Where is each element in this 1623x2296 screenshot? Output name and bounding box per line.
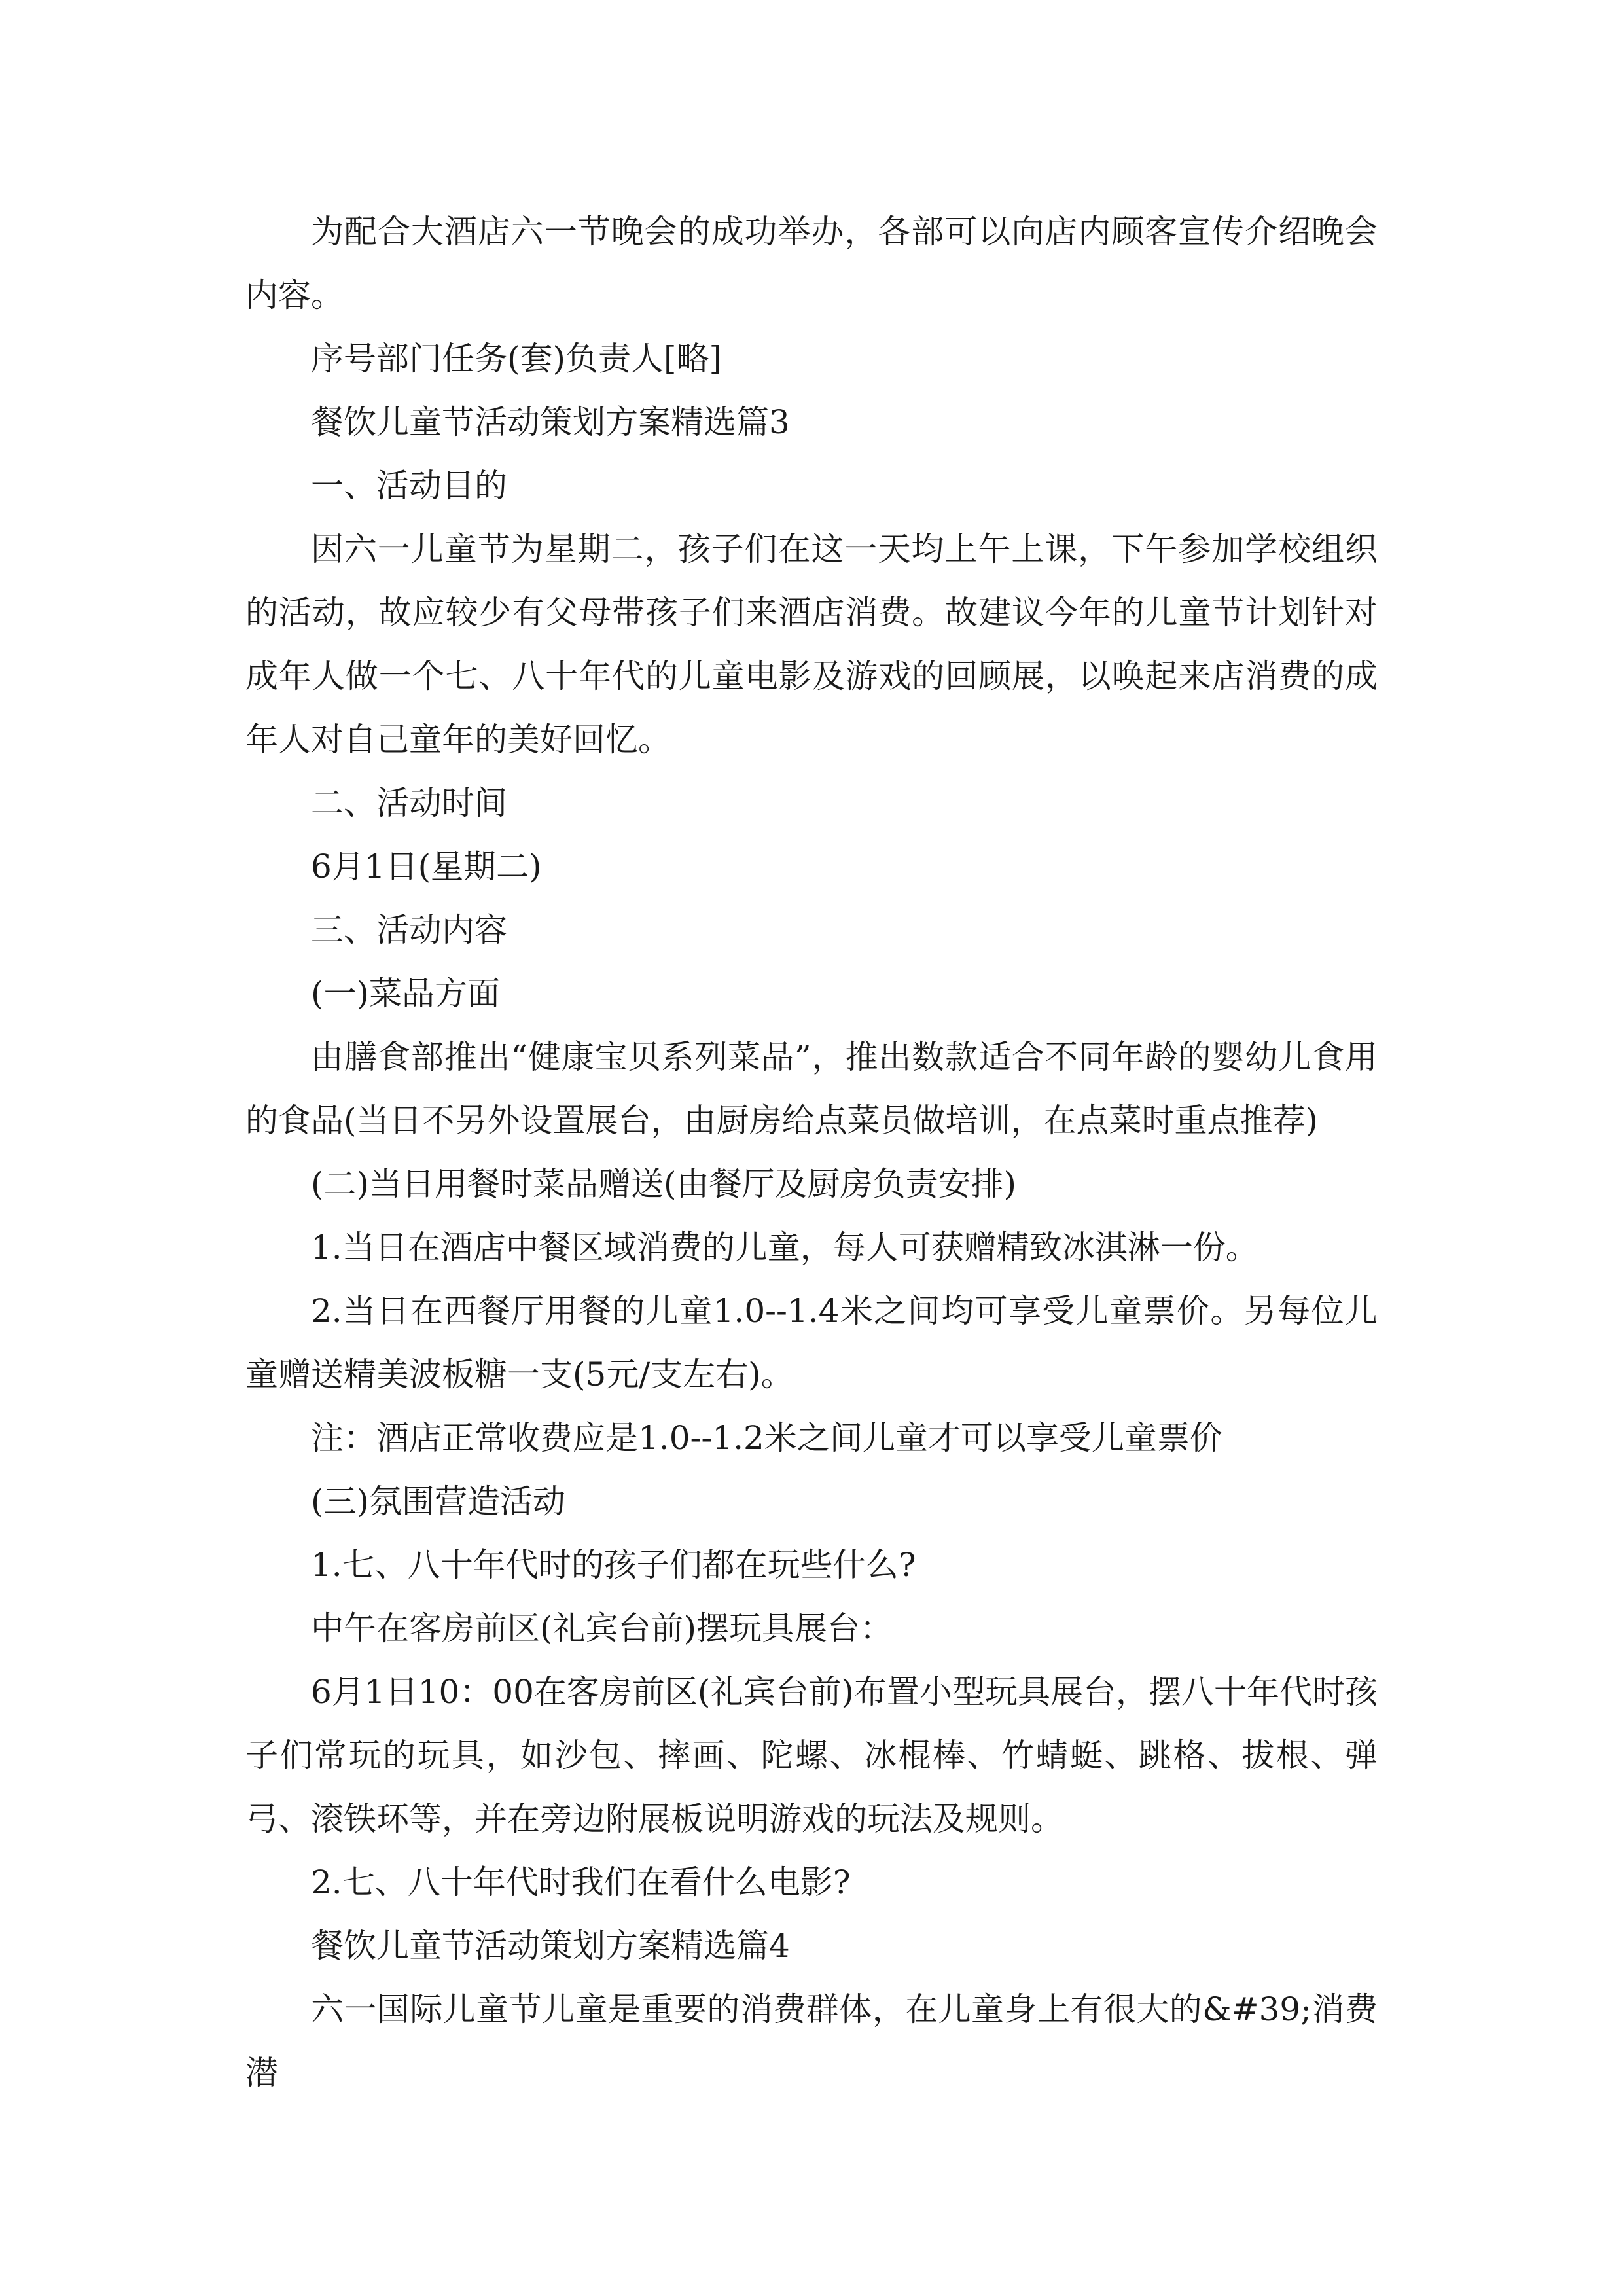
paragraph-gift-1: 1.当日在酒店中餐区域消费的儿童，每人可获赠精致冰淇淋一份。: [311, 1229, 1258, 1266]
paragraph-task-table-note: 序号部门任务(套)负责人[略]: [311, 340, 722, 378]
paragraph-note: 注：酒店正常收费应是1.0--1.2米之间儿童才可以享受儿童票价: [311, 1419, 1222, 1457]
heading-activity-purpose: 一、活动目的: [311, 467, 507, 505]
heading-activity-content: 三、活动内容: [311, 911, 507, 949]
paragraph-toy-booth: 中午在客房前区(礼宾台前)摆玩具展台：: [311, 1609, 893, 1647]
subheading-gifts: (二)当日用餐时菜品赠送(由餐厅及厨房负责安排): [311, 1165, 1017, 1203]
paragraph-article-4-intro: 六一国际儿童节儿童是重要的消费群体，在儿童身上有很大的&#39;消费潜: [245, 1990, 1378, 2092]
paragraph-promotion: 为配合大酒店六一节晚会的成功举办，各部可以向店内顾客宣传介绍晚会内容。: [245, 213, 1378, 314]
section-heading-article-3: 餐饮儿童节活动策划方案精选篇3: [311, 403, 790, 441]
paragraph-gift-2: 2.当日在西餐厅用餐的儿童1.0--1.4米之间均可享受儿童票价。另每位儿童赠送精美波板糖一支(5元/支左右)。: [245, 1292, 1378, 1393]
paragraph-toy-booth-detail: 6月1日10：00在客房前区(礼宾台前)布置小型玩具展台，摆八十年代时孩子们常玩的玩具，如沙包、摔画、陀螺、冰棍棒、竹蜻蜓、跳格、拔根、弹弓、滚铁环等，并在旁边附展板说明游戏的玩法及规则。: [245, 1673, 1378, 1838]
paragraph-time: 6月1日(星期二): [311, 848, 542, 886]
paragraph-purpose: 因六一儿童节为星期二，孩子们在这一天均上午上课，下午参加学校组织的活动，故应较少有父母带孩子们来酒店消费。故建议今年的儿童节计划针对成年人做一个七、八十年代的儿童电影及游戏的回顾展，以唤起来店消费的成年人对自己童年的美好回忆。: [245, 530, 1378, 759]
paragraph-dishes: 由膳食部推出“健康宝贝系列菜品”，推出数款适合不同年龄的婴幼儿食用的食品(当日不另外设置展台，由厨房给点菜员做培训，在点菜时重点推荐): [245, 1038, 1378, 1139]
subheading-dishes: (一)菜品方面: [311, 975, 501, 1013]
paragraph-movies-question: 2.七、八十年代时我们在看什么电影?: [311, 1863, 851, 1901]
section-heading-article-4: 餐饮儿童节活动策划方案精选篇4: [311, 1927, 790, 1965]
subheading-atmosphere: (三)氛围营造活动: [311, 1482, 566, 1520]
paragraph-toys-question: 1.七、八十年代时的孩子们都在玩些什么?: [311, 1546, 916, 1584]
heading-activity-time: 二、活动时间: [311, 784, 507, 822]
document-body: [245, 200, 1378, 2105]
